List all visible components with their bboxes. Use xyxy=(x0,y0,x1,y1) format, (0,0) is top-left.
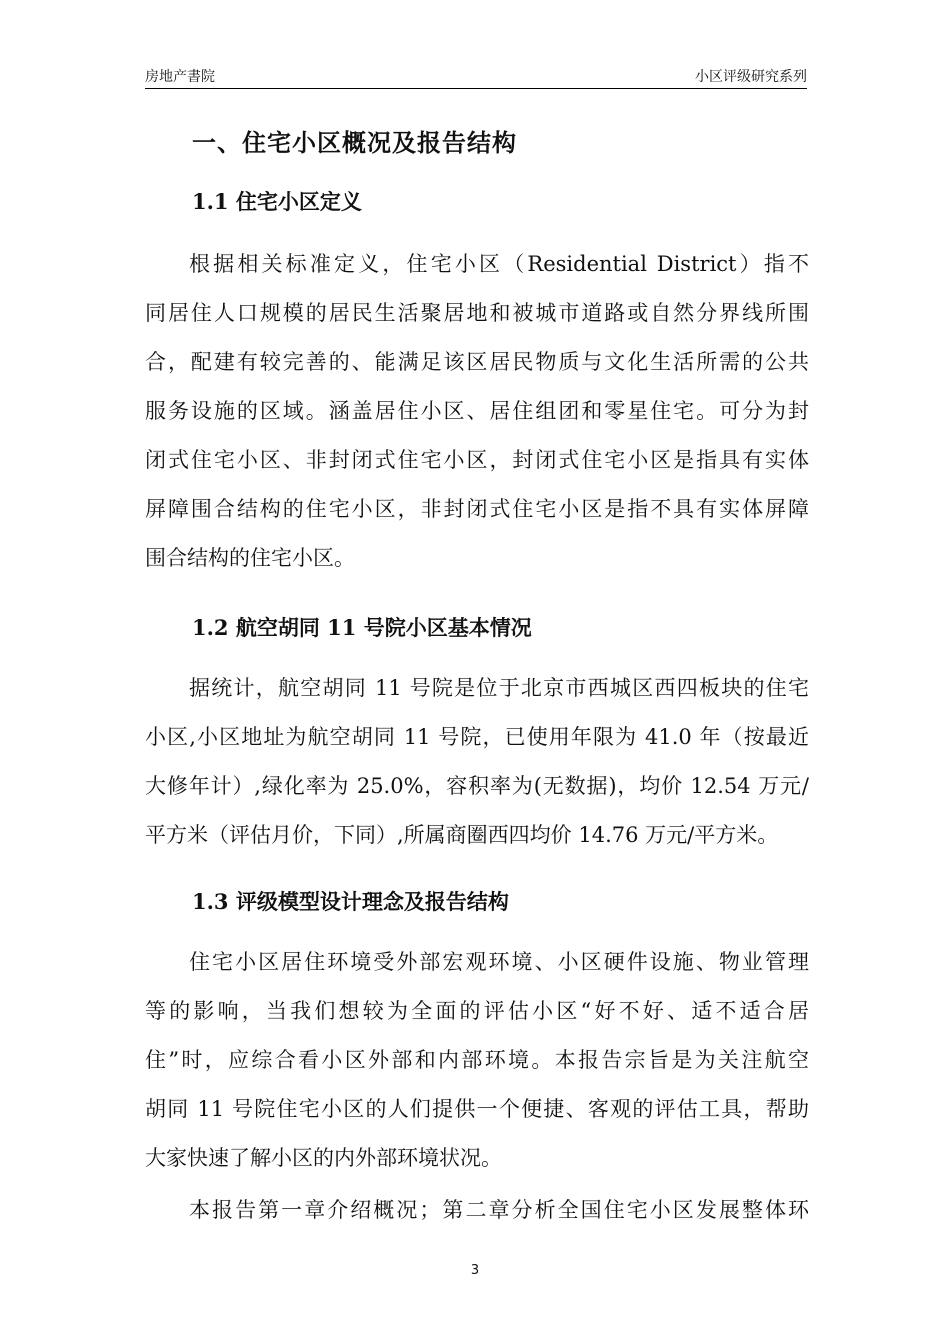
text-line: 等的影响，当我们想较为全面的评估小区“好不好、适不适合居 xyxy=(145,999,809,1023)
text-line: 胡同 11 号院住宅小区的人们提供一个便捷、客观的评估工具，帮助 xyxy=(145,1097,809,1121)
section-title-1-3: 1.3 评级模型设计理念及报告结构 xyxy=(192,889,509,914)
chapter-title: 一、住宅小区概况及报告结构 xyxy=(192,128,517,157)
text-line: 本报告第一章介绍概况；第二章分析全国住宅小区发展整体环 xyxy=(189,1198,809,1222)
paragraph-report-structure xyxy=(145,1186,809,1235)
text-line: 住宅小区居住环境受外部宏观环境、小区硬件设施、物业管理 xyxy=(189,950,809,974)
text-line: 屏障围合结构的住宅小区，非封闭式住宅小区是指不具有实体屏障 xyxy=(145,497,809,521)
header-series-title: 小区评级研究系列 xyxy=(695,69,807,85)
section-title-1-2: 1.2 航空胡同 11 号院小区基本情况 xyxy=(192,615,532,640)
text-line: 合，配建有较完善的、能满足该区居民物质与文化生活所需的公共 xyxy=(145,350,809,374)
text-line: 大家快速了解小区的内外部环境状况。 xyxy=(145,1146,502,1170)
text-line: 同居住人口规模的居民生活聚居地和被城市道路或自然分界线所围 xyxy=(145,301,809,325)
header-divider xyxy=(145,88,807,89)
text-line: 据统计，航空胡同 11 号院是位于北京市西城区西四板块的住宅 xyxy=(189,676,809,700)
text-line: 小区,小区地址为航空胡同 11 号院，已使用年限为 41.0 年（按最近 xyxy=(145,725,809,749)
text-line: 平方米（评估月价，下同）,所属商圈西四均价 14.76 万元/平方米。 xyxy=(145,823,779,847)
page-header xyxy=(145,66,807,90)
page-number: 3 xyxy=(470,1263,480,1278)
text-line: 围合结构的住宅小区。 xyxy=(145,546,355,570)
paragraph-residential-definition xyxy=(145,240,809,583)
text-line: 根据相关标准定义，住宅小区（Residential District）指不 xyxy=(189,252,809,276)
text-line: 闭式住宅小区、非封闭式住宅小区，封闭式住宅小区是指具有实体 xyxy=(145,448,809,472)
paragraph-basic-info xyxy=(145,664,809,860)
section-title-1-1: 1.1 住宅小区定义 xyxy=(192,189,362,214)
text-line: 服务设施的区域。涵盖居住小区、居住组团和零星住宅。可分为封 xyxy=(145,399,809,423)
paragraph-model-design xyxy=(145,938,809,1183)
text-line: 大修年计）,绿化率为 25.0%，容积率为(无数据)，均价 12.54 万元/ xyxy=(145,774,809,798)
text-line: 住”时，应综合看小区外部和内部环境。本报告宗旨是为关注航空 xyxy=(145,1048,809,1072)
header-publisher: 房地产書院 xyxy=(145,69,215,85)
